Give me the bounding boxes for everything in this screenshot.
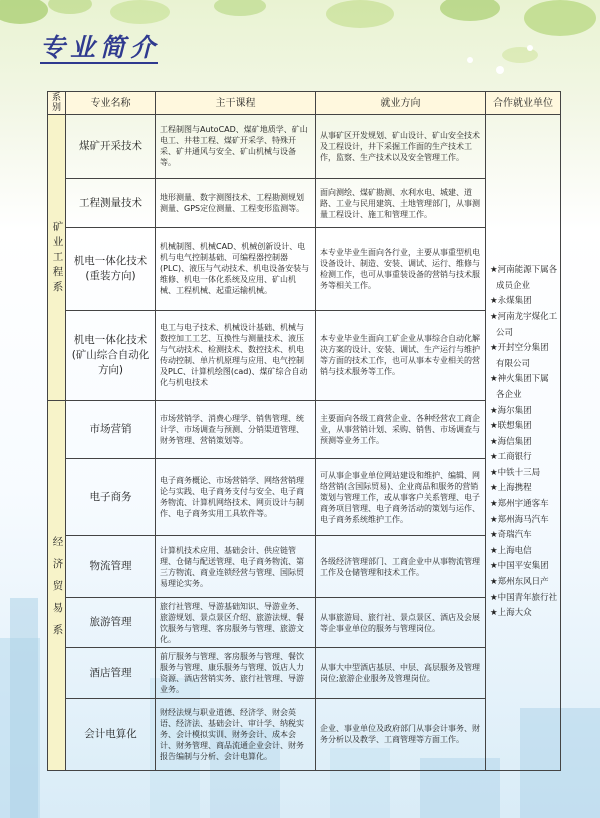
table-row (48, 115, 561, 179)
courses-cell: 工程制图与AutoCAD、煤矿地质学、矿山电工、井巷工程、煤矿开采学、特殊开采、矿井通风与安全、矿山机械与设备等。 (156, 115, 316, 179)
major-name: 会计电算化 (66, 698, 156, 770)
table-row (48, 458, 561, 535)
partner-units-list (490, 263, 556, 622)
partner-unit: 公司 (496, 327, 514, 338)
category-cell: 矿业工程系 (48, 115, 66, 401)
partner-unit: ★中铁十三局 (490, 467, 541, 478)
header-category: 系别 (48, 92, 66, 115)
major-name: 机电一体化技术(重装方向) (66, 228, 156, 310)
courses-cell: 财经法规与职业道德、经济学、财会英语、经济法、基础会计、审计学、纳税实务、会计模拟实训、财务会计、成本会计、财务管理、商品流通企业会计、财务报告编制与分析、会计电算化。 (156, 698, 316, 770)
major-table (47, 91, 561, 771)
courses-cell: 机械制图、机械CAD、机械创新设计、电机与电气控制基础、可编程器控制器(PLC)、液压与气动技术、机电设备安装与维修、机电一体化系统及应用、矿山机械、工程机械、起重运输机械。 (156, 228, 316, 310)
partner-unit: ★郑州宇通客车 (490, 499, 549, 510)
major-name: 市场营销 (66, 401, 156, 459)
table-header-row (48, 92, 561, 115)
header-direction: 就业方向 (316, 92, 486, 115)
partner-unit: ★海尔集团 (490, 405, 532, 416)
direction-cell: 从事旅游局、旅行社、景点景区、酒店及会展等企事业单位的服务与管理岗位。 (316, 597, 486, 647)
direction-cell: 主要面向各级工商营企业、各种经营农工商企业，从事营销计划、采购、销售、市场调查与预测等业务工作。 (316, 401, 486, 459)
partner-unit: ★郑州海马汽车 (490, 514, 549, 525)
major-name: 工程测量技术 (66, 178, 156, 227)
partner-unit: 各企业 (496, 389, 522, 400)
major-name: 旅游管理 (66, 597, 156, 647)
header-major: 专业名称 (66, 92, 156, 115)
partner-unit: ★联想集团 (490, 421, 532, 432)
direction-cell: 本专业毕业生面向各行业，主要从事重型机电设备设计、制造、安装、调试、运行、维修与检测工作，也可从事重装设备的营销与技术服务等相关工作。 (316, 228, 486, 310)
table-row (48, 698, 561, 770)
major-name: 物流管理 (66, 536, 156, 598)
direction-cell: 从事大中型酒店基层、中层、高层服务及管理岗位;旅游企业服务及管理岗位。 (316, 648, 486, 698)
partner-unit: ★郑州东风日产 (490, 577, 549, 588)
courses-cell: 计算机技术应用、基础会计、供应链管理、仓储与配送管理、电子商务物流、第三方物流、商业连锁经营与管理、国际贸易理论实务。 (156, 536, 316, 598)
table-row (48, 597, 561, 647)
table-row (48, 228, 561, 310)
partner-unit: ★中国青年旅行社 (490, 592, 558, 603)
major-name: 酒店管理 (66, 648, 156, 698)
page-title: 专业简介 (40, 33, 161, 62)
partner-unit: 成员企业 (496, 280, 531, 291)
courses-cell: 前厅服务与管理、客房服务与管理、餐饮服务与管理、康乐服务与管理、饭店人力资源、酒店营销实务、旅行社管理、导游业务。 (156, 648, 316, 698)
partner-unit: ★奇瑞汽车 (490, 530, 532, 541)
partner-unit: ★神火集团下属 (490, 374, 549, 385)
partner-unit: ★中国平安集团 (490, 561, 549, 572)
courses-cell: 市场营销学、消费心理学、销售管理、统计学、市场调查与预测、分销渠道管理、财务管理、营销策划等。 (156, 401, 316, 459)
courses-cell: 旅行社管理、导游基础知识、导游业务、旅游规划、景点景区介绍、旅游法规、餐饮服务与管理、客房服务与管理、旅游文化。 (156, 597, 316, 647)
partner-unit: ★永煤集团 (490, 296, 532, 307)
title-underline (40, 62, 158, 64)
table-row (48, 178, 561, 227)
major-name: 电子商务 (66, 458, 156, 535)
partner-unit: ★河南龙宇煤化工 (490, 311, 558, 322)
category-cell: 经济贸易系 (48, 401, 66, 771)
partner-unit: ★上海携程 (490, 483, 532, 494)
courses-cell: 地形测量、数字测图技术、工程勘测规划测量、GPS定位测量、工程变形监测等。 (156, 178, 316, 227)
major-name: 煤矿开采技术 (66, 115, 156, 179)
courses-cell: 电子商务概论、市场营销学、网络营销理论与实践、电子商务支付与安全、电子商务物流、计算机网络技术、网页设计与制作、电子商务实用工具软件等。 (156, 458, 316, 535)
partner-units-cell (486, 115, 561, 771)
courses-cell: 电工与电子技术、机械设计基础、机械与数控加工工艺、互换性与测量技术、液压与气动技术、检测技术、数控技术、机电传动控制、单片机原理与应用、电气控制及PLC、计算机绘图(cad)、煤矿综合自动化与机电技术 (156, 310, 316, 401)
partner-unit: ★上海电信 (490, 545, 532, 556)
direction-cell: 可从事企事业单位网站建设和维护、编辑、网络营销(含国际贸易)、企业商品和服务的营销策划与管理工作，或从事客户关系管理、电子商务项目管理、电子商务活动的策划与运作、电子商务系统维护工作。 (316, 458, 486, 535)
header-units: 合作就业单位 (486, 92, 561, 115)
direction-cell: 各级经济管理部门、工商企业中从事物流管理工作及仓储管理和技术工作。 (316, 536, 486, 598)
table-row (48, 401, 561, 459)
header-courses: 主干课程 (156, 92, 316, 115)
table-row (48, 310, 561, 401)
table-row (48, 648, 561, 698)
partner-unit: 有限公司 (496, 358, 531, 369)
partner-unit: ★工商银行 (490, 452, 532, 463)
partner-unit: ★河南能源下属各 (490, 265, 558, 276)
direction-cell: 本专业毕业生面向工矿企业从事综合自动化解决方案的设计、安装、调试、生产运行与维护等方面的技术工作，也可从事本专业相关的营销与技术服务等工作。 (316, 310, 486, 401)
major-name: 机电一体化技术(矿山综合自动化方向) (66, 310, 156, 401)
partner-unit: ★开封空分集团 (490, 343, 549, 354)
partner-unit: ★上海大众 (490, 608, 532, 619)
direction-cell: 从事矿区开发规划、矿山设计、矿山安全技术及工程设计，井下采掘工作面的生产技术工作，监察、生产技术以及安全管理工作。 (316, 115, 486, 179)
partner-unit: ★海信集团 (490, 436, 532, 447)
table-row (48, 536, 561, 598)
direction-cell: 企业、事业单位及政府部门从事会计事务、财务分析以及教学、工商管理等方面工作。 (316, 698, 486, 770)
direction-cell: 面向测绘、煤矿勘测、水利水电、城建、道路、工业与民用建筑、土地管理部门，从事测量工程设计、施工和管理工作。 (316, 178, 486, 227)
